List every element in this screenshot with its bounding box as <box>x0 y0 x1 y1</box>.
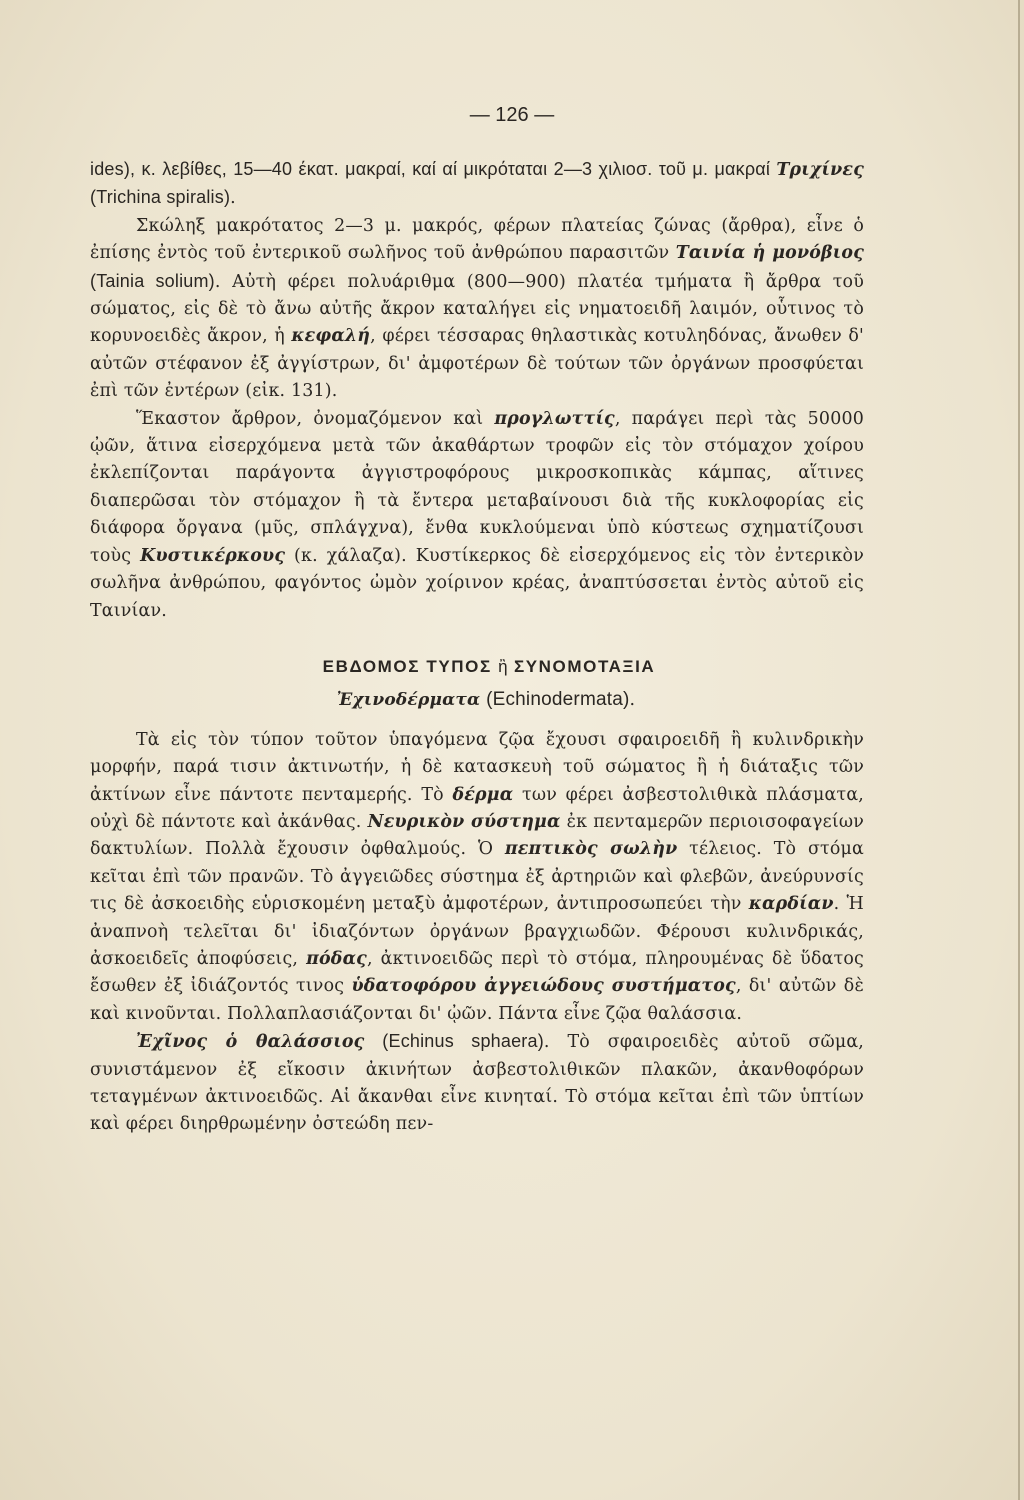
paragraph-echinus <box>90 1028 864 1139</box>
p4-text-f: , ἀκτινοειδῶς περὶ τὸ στόμα, πληρουμένας δὲ ὕδατος ἔσωθεν ἐξ ἰδιάζοντός τινος <box>90 948 864 997</box>
p3-text-a: Ἕκαστον ἄρθρον, ὀνομαζόμενον καὶ <box>136 408 495 429</box>
p2-text-c: , φέρει τέσσαρας θηλαστικὰς κοτυληδόνας, ἄνωθεν δ' αὐτῶν στέφανον ἐξ ἀγγίστρων, δι' ἀμφοτέρων δὲ τούτων τῶν ὀργάνων προσφύεται ἐπὶ τῶν ἐντέρων (εἰκ. 131). <box>90 326 864 402</box>
section-heading <box>90 653 864 680</box>
p5-latin: (Echinus sphaera) <box>382 1031 544 1052</box>
section-subheading <box>90 686 864 714</box>
paragraph-trichina <box>90 156 864 213</box>
p4-term-nervous: Νευρικὸν σύστημα <box>367 811 561 832</box>
p4-text-g: , δι' αὐτῶν δὲ καὶ κινοῦνται. Πολλαπλασιάζονται δι' ᾠῶν. Πάντα εἶνε ζῷα θαλάσσια. <box>90 976 864 1024</box>
page-edge <box>1018 0 1020 1500</box>
page-number: — 126 — <box>469 104 555 126</box>
p4-text-a: Τὰ εἰς τὸν τύπον τοῦτον ὑπαγόμενα ζῷα ἔχουσι σφαιροειδῆ ἢ κυλινδρικὴν μορφήν, παρά τισιν ἀκτινωτήν, ἡ δὲ κατασκευὴ τοῦ σώματος ἢ ἡ διάταξις τῶν ἀκτίνων εἶνε πάντοτε πενταμερής. Τὸ <box>90 729 864 805</box>
p4-text-d: τέλειος. Τὸ στόμα κεῖται ἐπὶ τῶν πρανῶν. Τὸ ἀγγειῶδες σύστημα ἐξ ἀρτηριῶν καὶ φλεβῶν, ἀνεύρυνσίς τις δὲ ἀσκοειδὴς εὑρισκομένη μεταξὺ ἀμφοτέρων, ἀντιπροσωπεύει τὴν <box>90 839 864 915</box>
p4-term-digestive: πεπτικὸς σωλὴν <box>504 839 678 860</box>
heading-part-a: ΕΒΔΟΜΟΣ ΤΥΠΟΣ <box>322 656 492 676</box>
p2-text-a: Σκώληξ μακρότατος 2—3 μ. μακρός, φέρων πλατείας ζώνας (ἄρθρα), εἶνε ὁ ἐπίσης ἐντὸς τοῦ ἐντερικοῦ σωλῆνος τοῦ ἀνθρώπου παρασιτῶν <box>90 215 864 264</box>
p4-term-derma: δέρμα <box>452 784 514 805</box>
p3-text-c: (κ. χάλαζα). Κυστίκερκος δὲ εἰσερχόμενος εἰς τὸν ἐντερικὸν σωλῆνα ἀνθρώπου, φαγόντος ὠμὸν χοίρινον κρέας, ἀναπτύσσεται ἐντὸς αὐτοῦ εἰς Ταινίαν. <box>90 545 864 621</box>
p1-text: ides), κ. λεβίθες, 15—40 έκατ. μακραί, καί αί μικρόταται 2—3 χιλιοσ. τοῦ μ. μακραί <box>90 159 777 179</box>
p4-term-feet: πόδας <box>306 948 367 969</box>
p4-term-water-system: ὑδατοφόρου ἀγγειώδους συστήματος <box>351 976 736 997</box>
p4-text-e: . Ἡ ἀναπνοὴ τελεῖται δι' ἰδιαζόντων ὀργάνων βραγχιωδῶν. Φέρουσι κυλινδρικάς, ἀσκοειδεῖς ἀποφύσεις, <box>90 894 864 969</box>
p4-term-heart: καρδίαν <box>748 894 834 915</box>
p1-term: Τριχίνες <box>776 160 864 180</box>
p2-term2: κεφαλή <box>291 326 371 347</box>
subheading-end: . <box>629 690 636 711</box>
p5-text: . Τὸ σφαιροειδὲς αὐτοῦ σῶμα, συνιστάμενον ἐξ εἴκοσιν ἀκινήτων ἀσβεστολιθικῶν πλακῶν, ἀκανθοφόρων τεταγμένων ἀκτινοειδῶς. Αἱ ἄκανθαι εἶνε κινηταί. Τὸ στόμα κεῖται ἐπὶ τῶν ὑπτίων καὶ φέρει διηρθρωμένην ὀστεώδη πεν- <box>90 1032 864 1135</box>
p2-term: Ταινία ἡ μονόβιος <box>675 243 864 264</box>
p3-term2: Κυστικέρκους <box>140 545 286 566</box>
paragraph-echinodermata <box>90 727 864 1028</box>
p2-text-b: . Αὐτὴ φέρει πολυάριθμα (800—900) πλατέα τμήματα ἢ ἄρθρα τοῦ σώματος, εἰς δὲ τὸ ἄνω αὐτῆς ἄκρον καταλήγει εἰς νηματοειδῆ λαιμόν, οὗτινος τὸ κορυνοειδὲς ἄκρον, ἡ <box>90 271 864 347</box>
subheading-greek: Ἐχινοδέρματα <box>336 690 481 711</box>
subheading-latin: (Echinodermata) <box>486 689 630 711</box>
body-text <box>90 156 864 1139</box>
p4-text-b: των φέρει ἀσβεστολιθικὰ πλάσματα, οὐχὶ δὲ πάντοτε καὶ ἀκάνθας. <box>90 784 864 832</box>
p3-text-b: , παράγει περὶ τὰς 50000 ᾠῶν, ἅτινα εἰσερχόμενα μετὰ τῶν ἀκαθάρτων τροφῶν εἰς τὸν στόμαχον χοίρου ἐκλεπίζονται παράγοντα ἀγγιστροφόρους μικροσκοπικὰς κάμπας, αἵτινες διαπερῶσαι τὸν στόμαχον ἢ τὰ ἔντερα μεταβαίνουσι διὰ τῆς κυκλοφορίας εἰς διάφορα ὄργανα (μῦς, σπλάγχνα), ἔνθα κυκλούμεναι ὑπὸ κύστεως σχηματίζουσι τοὺς <box>90 408 864 566</box>
heading-part-b: ΣΥΝΟΜΟΤΑΞΙΑ <box>513 656 656 676</box>
p4-text-c: ἐκ πενταμερῶν περιοισοφαγείων δακτυλίων. Πολλὰ ἔχουσιν ὀφθαλμούς. Ὁ <box>90 811 864 860</box>
heading-conj: ἢ <box>498 656 508 676</box>
paragraph-taenia <box>90 213 864 406</box>
p3-term: προγλωττίς <box>494 408 615 429</box>
p1-end: . <box>230 188 236 209</box>
p5-term: Ἐχῖνος ὁ θαλάσσιος <box>136 1032 365 1053</box>
paragraph-proglottis <box>90 406 864 625</box>
p2-latin: (Tainia solium) <box>90 270 215 291</box>
p1-latin: (Trichina spiralis) <box>90 187 231 208</box>
